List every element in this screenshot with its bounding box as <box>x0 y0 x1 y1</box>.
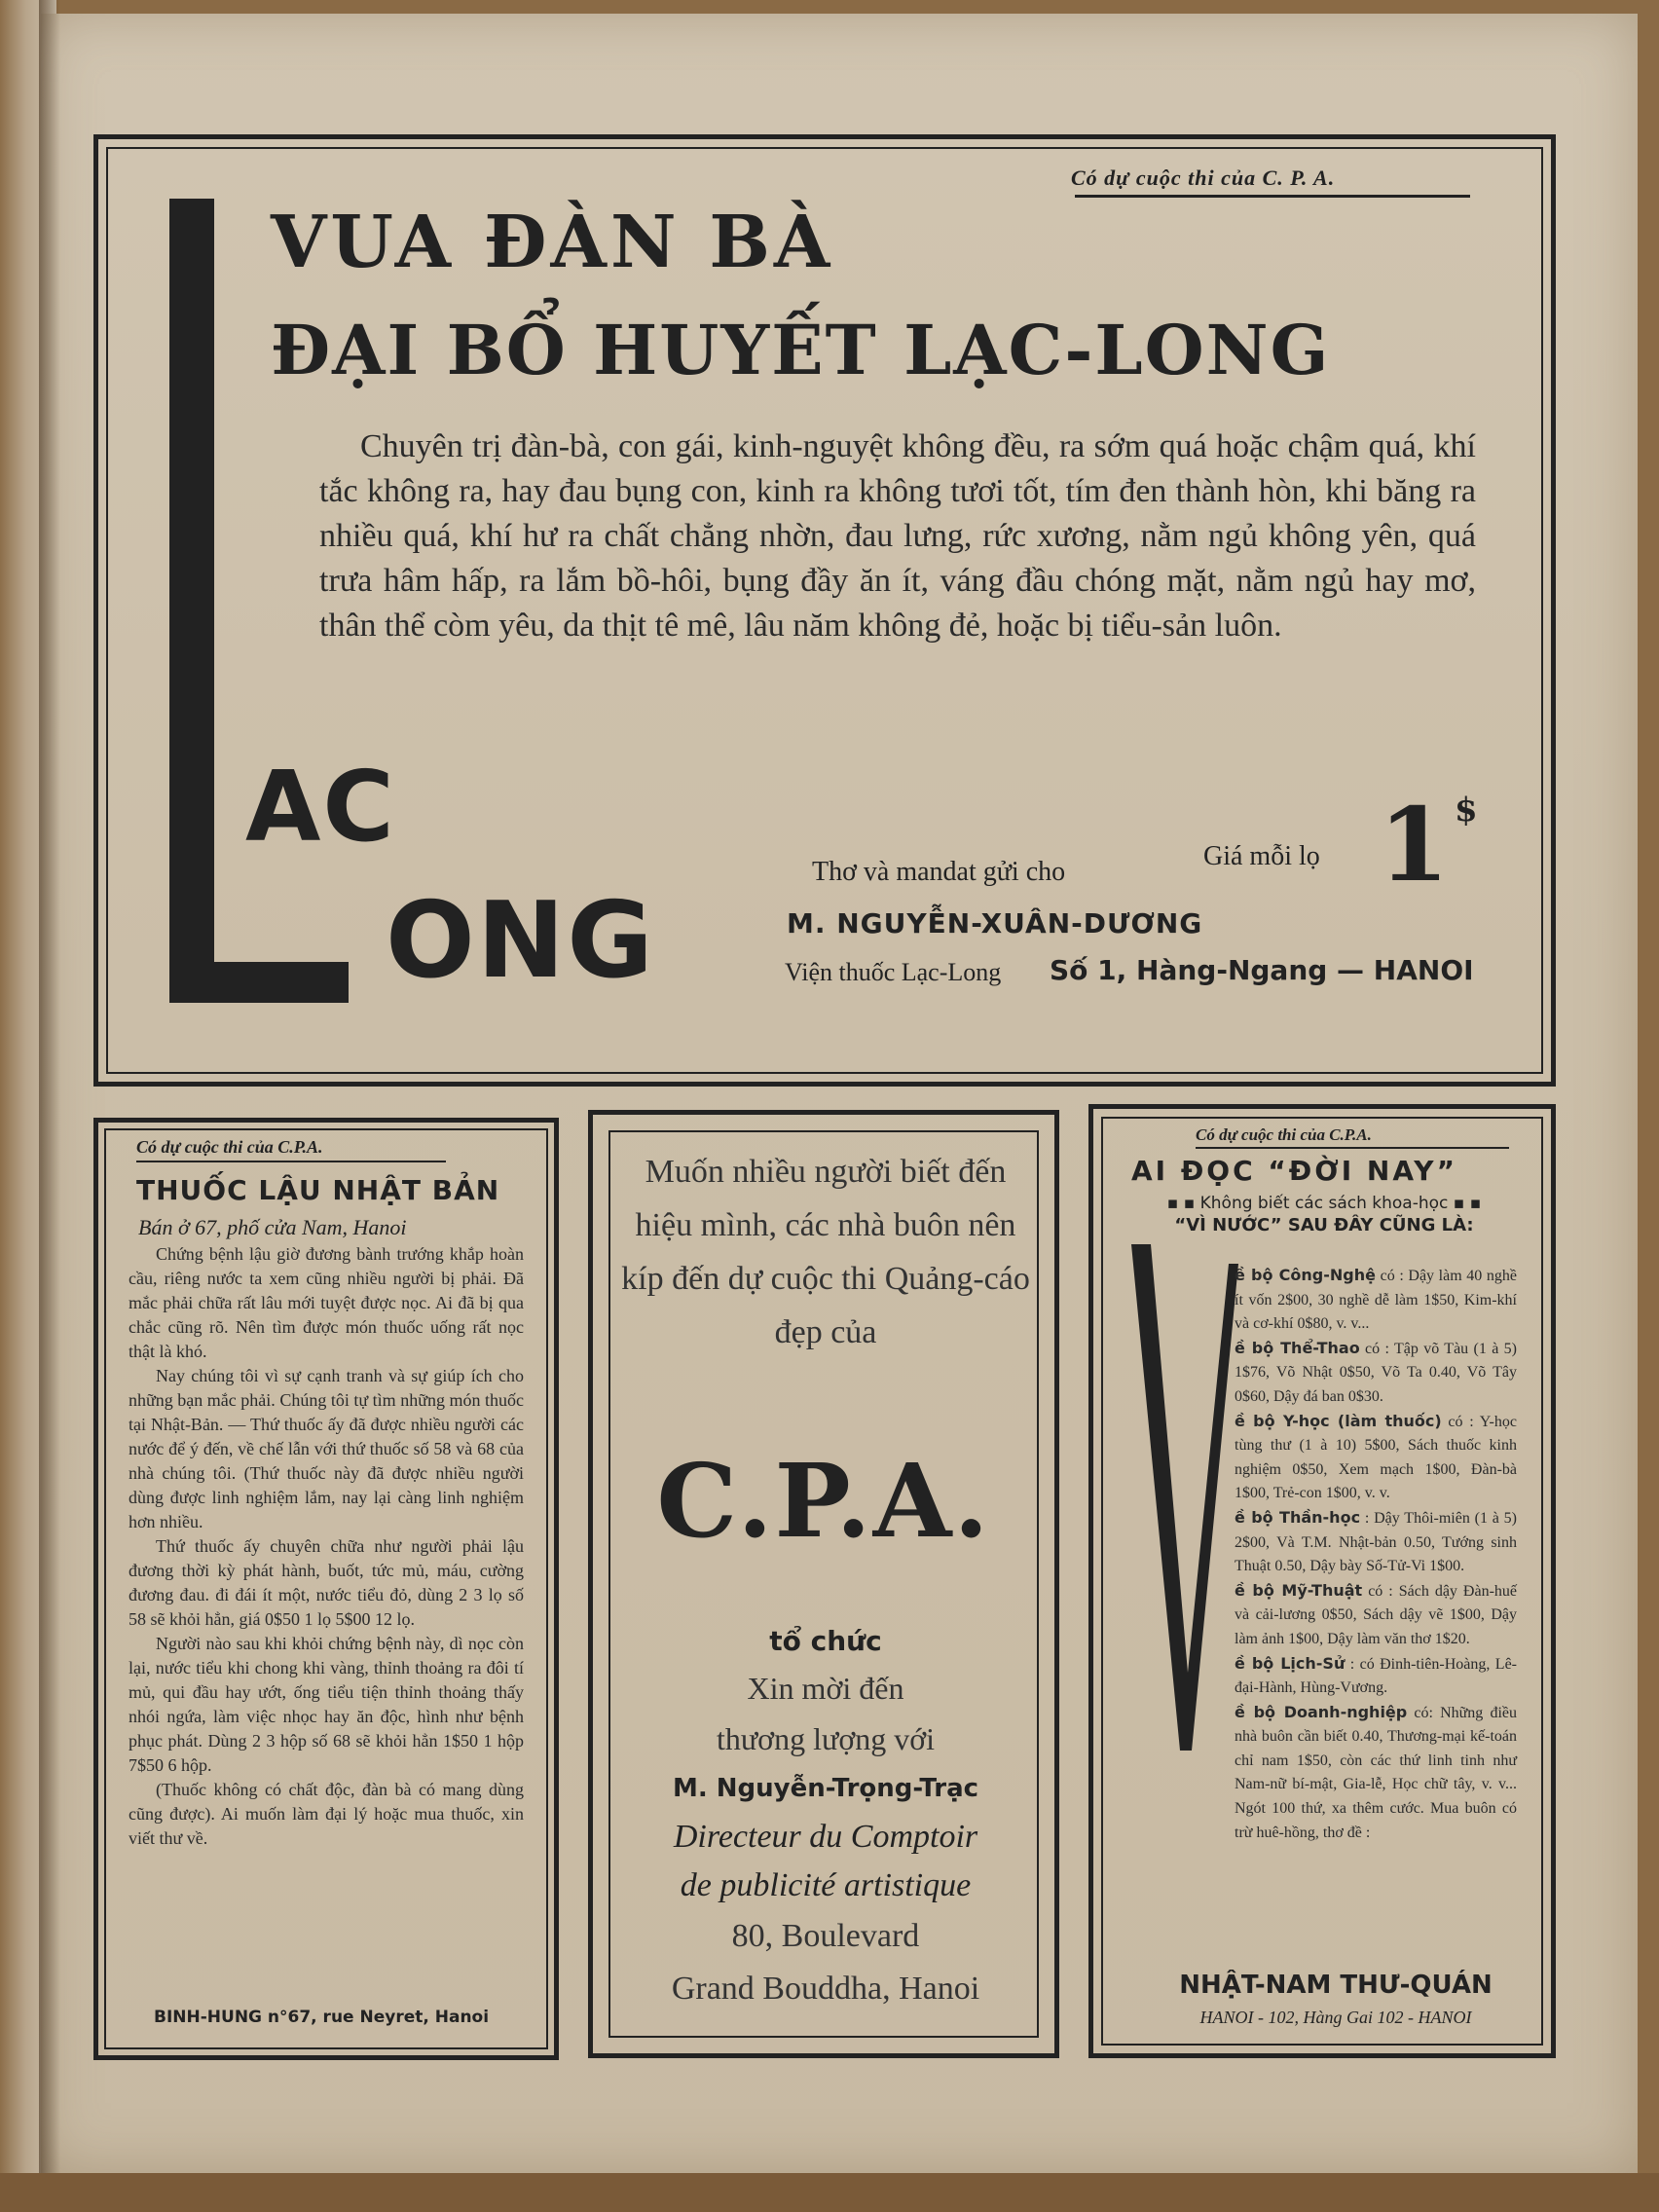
list-item-head: ề bộ Thể-Thao <box>1235 1338 1360 1357</box>
price-label: Giá mỗi lọ <box>1203 841 1320 871</box>
price-value: 1 <box>1379 785 1450 904</box>
cpa-big-title: C.P.A. <box>656 1441 991 1561</box>
list-item-text: : Dậy Thôi-miên (1 à 5) 2$00, Và T.M. Nhật-bản 0.50, Tướng sinh Thuật 0.50, Dậy bày Số-Tử-Vi 1$00. <box>1235 1509 1518 1575</box>
binding-gutter <box>39 0 60 2212</box>
doi-nay-subtitle1: ▪ ▪ Không biết các sách khoa-học ▪ ▪ <box>1166 1194 1482 1213</box>
list-item-head: ề bộ Doanh-nghiệp <box>1235 1702 1408 1721</box>
lac-long-contest-note: Có dự cuộc thi của C. P. A. <box>1071 166 1336 190</box>
list-item-head: ề bộ Công-Nghệ <box>1235 1266 1376 1284</box>
cpa-invite-line1: Xin mời đến <box>747 1671 904 1706</box>
thuoc-lau-paragraph: (Thuốc không có chất độc, đàn bà có mang dùng cũng được). Ai muốn làm đại lý hoặc mua thuốc, xin viết thư về. <box>129 1780 524 1848</box>
list-item-text: có : Tập võ Tàu (1 à 5) 1$76, Võ Nhật 0$50, Võ Ta 0.40, Võ Tây 0$60, Dậy đá ban 0$30. <box>1235 1340 1517 1405</box>
list-item <box>1235 1410 1517 1506</box>
brand-word-ac: AC <box>245 750 396 864</box>
doi-nay-subtitle2: “VÌ NƯỚC” SAU ĐÂY CŨNG LÀ: <box>1174 1215 1474 1235</box>
list-item-head: ề bộ Mỹ-Thuật <box>1235 1580 1363 1600</box>
list-item-text: có: Những điều nhà buôn cần biết 0.40, Thương-mại kế-toán chỉ nam 1$50, còn các thứ linh tinh như Nam-nữ bí-mật, Gia-lễ, Học chữ tây, v. v... Ngót 100 thứ, xa thêm cước. Mua buôn có trừ huê-hồng, thơ đề : <box>1235 1704 1518 1841</box>
doi-nay-contest-note: Có dự cuộc thi của C.P.A. <box>1196 1125 1372 1144</box>
list-item-text: có : Dậy làm 40 nghề ít vốn 2$00, 30 nghề dễ làm 1$50, Kim-khí và cơ-khí 0$80, v. v... <box>1235 1268 1517 1333</box>
list-item <box>1235 1264 1517 1337</box>
thuoc-lau-contest-note: Có dự cuộc thi của C.P.A. <box>136 1137 323 1157</box>
list-item-text: : có Đinh-tiên-Hoàng, Lê-đại-Hành, Hùng-Vương. <box>1235 1655 1517 1697</box>
big-letter-v-graphic <box>1131 1244 1238 1751</box>
big-letter-l-foot <box>169 962 349 1003</box>
big-letter-l-stem <box>169 199 214 1003</box>
cpa-details <box>619 1620 1032 2015</box>
thuoc-lau-paragraph: Chứng bệnh lậu giờ đương bành trướng khắp hoàn cầu, riêng nước ta xem cũng nhiều người bị phải. Đã mắc phải chữa rất lâu mới tuyệt được nọc. Ai đã bị qua chắc cũng rõ. Nên tìm được món thuốc uống rất nọc thật là khó. <box>129 1244 524 1361</box>
table-surface <box>0 2173 1659 2212</box>
list-item <box>1235 1652 1517 1701</box>
list-item <box>1235 1506 1517 1579</box>
cpa-role-line2: de publicité artistique <box>680 1867 972 1903</box>
cpa-invite-line2: thương lượng với <box>716 1721 936 1756</box>
lac-long-body-text: Chuyên trị đàn-bà, con gái, kinh-nguyệt không đều, ra sớm quá hoặc chậm quá, khí tắc không ra, hay đau bụng con, kinh ra không tươi tốt, tím đen thành hòn, khi băng ra nhiều quá, khí hư ra chất chẳng nhờn, đau lưng, rức xương, nằm ngủ không yên, quá trưa hâm hấp, ra lắm bồ-hôi, bụng đầy ăn ít, váng đầu chóng mặt, nằm ngủ hay mơ, thân thể còm yêu, da thịt tê mê, lâu năm không đẻ, hoặc bị tiểu-sản luôn. <box>319 428 1476 644</box>
cpa-role-line1: Directeur du Comptoir <box>673 1819 978 1855</box>
doi-nay-book-list <box>1235 1264 1517 1845</box>
thuoc-lau-contest-rule <box>136 1161 446 1162</box>
doi-nay-signature: NHẬT-NAM THƯ-QUÁN <box>1179 1971 1493 2000</box>
price-unit: $ <box>1455 791 1478 830</box>
doi-nay-title: AI ĐỌC “ĐỜI NAY” <box>1131 1155 1457 1187</box>
thuoc-lau-title: THUỐC LẬU NHẬT BẢN <box>136 1174 500 1206</box>
list-item <box>1235 1579 1517 1652</box>
list-item-head: ề bộ Y-học (làm thuốc) <box>1235 1411 1442 1430</box>
list-item <box>1235 1337 1517 1410</box>
cpa-contact-name: M. Nguyễn-Trọng-Trạc <box>672 1774 979 1803</box>
mail-to-label: Thơ và mandat gửi cho <box>812 857 1066 887</box>
list-item-head: ề bộ Lịch-Sử <box>1235 1653 1346 1673</box>
thuoc-lau-signature: BINH-HUNG n°67, rue Neyret, Hanoi <box>154 2008 490 2027</box>
cpa-organizes: tổ chức <box>769 1625 882 1657</box>
list-item-head: ề bộ Thần-học <box>1235 1507 1361 1527</box>
cpa-intro-text: Muốn nhiều người biết đến hiệu mình, các nhà buôn nên kíp đến dự cuộc thi Quảng-cáo đẹp của <box>621 1154 1030 1350</box>
thuoc-lau-subtitle: Bán ở 67, phố cửa Nam, Hanoi <box>138 1215 407 1239</box>
doi-nay-contest-rule <box>1196 1147 1509 1149</box>
list-item-text: có : Y-học tùng thư (1 à 10) 5$00, Sách thuốc kinh nghiệm 0$50, Xem mạch 1$00, Đàn-bà 1$00, Trẻ-con 1$00, v. v. <box>1235 1413 1517 1502</box>
contact-name: M. NGUYỄN-XUÂN-DƯƠNG <box>787 907 1203 940</box>
institute-address: Số 1, Hàng-Ngang — HANOI <box>1050 954 1474 986</box>
thuoc-lau-paragraph: Thứ thuốc ấy chuyên chữa như người phải lậu đương thời kỳ phát hành, buốt, tức mủ, máu, cường đương đau. đi đái ít một, nước tiểu đỏ, dùng 2 3 lọ số 58 sẽ khỏi hẳn, giá 0$50 1 lọ 5$00 12 lọ. <box>129 1536 524 1629</box>
doi-nay-address: HANOI - 102, Hàng Gai 102 - HANOI <box>1199 2008 1472 2027</box>
list-item <box>1235 1701 1517 1846</box>
thuoc-lau-body <box>129 1242 524 1851</box>
cpa-address-line2: Grand Bouddha, Hanoi <box>671 1971 980 2007</box>
contest-note-rule <box>1075 195 1470 198</box>
thuoc-lau-paragraph: Người nào sau khi khỏi chứng bệnh này, dì nọc còn lại, nước tiểu khi chong khi vàng, thỉnh thoảng ra đôi tí mủ, qui đầu hay ướt, ống tiểu tiện thỉnh thoảng thấy nhói ngứa, làm việc nhọc hay ăn độc, hình như bệnh phục phát. Dùng 2 3 hộp số 68 sẽ khỏi hẳn 1$50 1 hộp 7$50 6 hộp. <box>129 1634 524 1775</box>
thuoc-lau-paragraph: Nay chúng tôi vì sự cạnh tranh và sự giúp ích cho những bạn mắc phải. Chúng tôi tự tìm những món thuốc tại Nhật-Bản. — Thứ thuốc ấy đã được nhiều người các nước để ý đến, về chế lẫn với thứ thuốc số 58 và 68 của nhà chúng tôi. (Thứ thuốc này đã được nhiều người dùng được linh nghiệm lắm, nay lại càng linh nghiệm hơn nhiều. <box>129 1366 524 1531</box>
lac-long-title-line1: VUA ĐÀN BÀ <box>271 201 834 284</box>
list-item-text: có : Sách dậy Đàn-huế và cải-lương 0$50, Sách dậy vẽ 1$00, Dậy làm ảnh 1$00, Dậy làm văn thơ 1$20. <box>1235 1582 1517 1647</box>
institute-name: Viện thuốc Lạc-Long <box>785 958 1002 986</box>
brand-word-ong: ONG <box>386 880 655 1002</box>
lac-long-title-line2: ĐẠI BỔ HUYẾT LẠC-LONG <box>271 310 1331 390</box>
cpa-address-line1: 80, Boulevard <box>731 1918 920 1954</box>
